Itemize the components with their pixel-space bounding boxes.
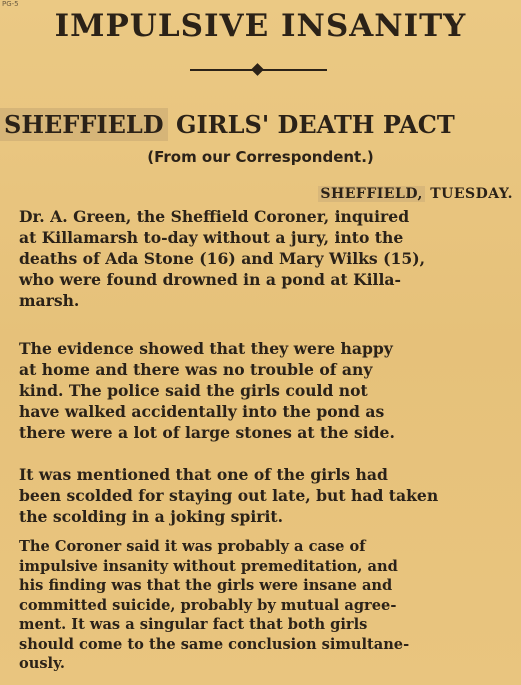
paragraph-line: kind. The police said the girls could not — [19, 381, 368, 400]
paragraph-line: committed suicide, probably by mutual agree- — [19, 596, 397, 614]
byline: (From our Correspondent.) — [147, 148, 374, 166]
subheadline — [0, 108, 521, 142]
paragraph-4 — [5, 537, 515, 674]
paragraph-2 — [5, 338, 515, 443]
paragraph-line: deaths of Ada Stone (16) and Mary Wilks (15), — [19, 249, 426, 268]
headline: IMPULSIVE INSANITY — [54, 8, 467, 44]
paragraph-line: ously. — [19, 655, 65, 672]
paragraph-line: have walked accidentally into the pond as — [19, 402, 385, 421]
dateline-place: SHEFFIELD, — [320, 186, 423, 202]
dateline — [318, 186, 513, 202]
paragraph-line: The evidence showed that they were happy — [19, 339, 393, 358]
paragraph-line: there were a lot of large stones at the side. — [19, 423, 395, 442]
ornamental-rule — [190, 64, 327, 76]
dateline-day: TUESDAY. — [430, 186, 513, 202]
paragraph-line: at Killamarsh to-day without a jury, into the — [19, 228, 404, 247]
paragraph-line: Dr. A. Green, the Sheffield Coroner, inquired — [19, 207, 410, 226]
subhead-rest: GIRLS' DEATH PACT — [175, 110, 455, 139]
diamond-ornament-icon — [251, 63, 264, 76]
paragraph-line: impulsive insanity without premeditation, and — [19, 557, 398, 575]
paragraph-3 — [5, 464, 515, 527]
paragraph-line: should come to the same conclusion simultane- — [19, 635, 410, 653]
subhead-place: SHEFFIELD — [0, 108, 168, 141]
paragraph-line: been scolded for staying out late, but had taken — [19, 486, 439, 505]
paragraph-line: The Coroner said it was probably a case of — [19, 538, 366, 555]
paragraph-line: at home and there was no trouble of any — [19, 360, 373, 379]
paragraph-line: the scolding in a joking spirit. — [19, 507, 284, 526]
paragraph-1 — [5, 206, 515, 311]
paragraph-line: marsh. — [19, 291, 80, 310]
page-tag: PG-5 — [2, 0, 19, 8]
paragraph-line: ment. It was a singular fact that both girls — [19, 616, 368, 633]
paragraph-line: his finding was that the girls were insane and — [19, 577, 393, 594]
paragraph-line: who were found drowned in a pond at Killa- — [19, 270, 401, 289]
paragraph-line: It was mentioned that one of the girls had — [19, 465, 388, 484]
